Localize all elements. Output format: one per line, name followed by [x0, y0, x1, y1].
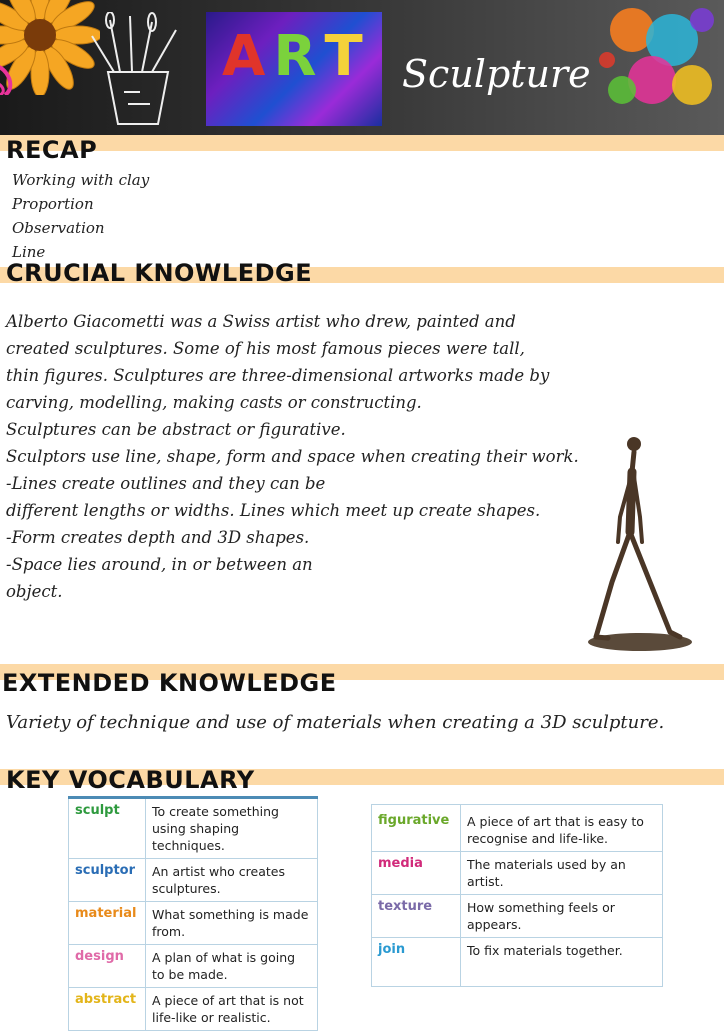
- vocab-definition: A piece of art that is easy to recognise and life-like.: [461, 805, 663, 852]
- text-line: Alberto Giacometti was a Swiss artist who drew, painted and: [6, 312, 516, 331]
- text-line: Sculptures can be abstract or figurative.: [6, 420, 346, 439]
- text-line: carving, modelling, making casts or constructing.: [6, 393, 422, 412]
- extended-knowledge-heading: EXTENDED KNOWLEDGE: [2, 669, 337, 697]
- table-row: [372, 805, 663, 852]
- art-banner-image: [206, 12, 382, 126]
- vocab-term: sculptor: [69, 859, 146, 902]
- header-banner: [0, 0, 724, 135]
- vocab-term: texture: [372, 895, 461, 938]
- key-vocabulary-heading: KEY VOCABULARY: [6, 766, 255, 794]
- table-row: [372, 852, 663, 895]
- table-row: [69, 945, 318, 988]
- table-row: [69, 798, 318, 859]
- vocab-definition: What something is made from.: [146, 902, 318, 945]
- text-line: thin figures. Sculptures are three-dimensional artworks made by: [6, 366, 550, 385]
- vocab-term: material: [69, 902, 146, 945]
- vocab-definition: The materials used by an artist.: [461, 852, 663, 895]
- table-row: [372, 895, 663, 938]
- section-band: [0, 135, 724, 151]
- art-word: [222, 24, 371, 89]
- vocab-definition: To create something using shaping techniques.: [146, 798, 318, 859]
- paint-splash-illustration: [592, 0, 724, 128]
- vocab-term: abstract: [69, 988, 146, 1031]
- art-letter: T: [324, 24, 365, 89]
- vocab-term: sculpt: [69, 798, 146, 859]
- vocabulary-table-right: [371, 804, 663, 987]
- text-line: object.: [6, 582, 63, 601]
- extended-knowledge-text: Variety of technique and use of materials when creating a 3D sculpture.: [6, 712, 665, 733]
- table-row: [69, 902, 318, 945]
- brush-jar-illustration: [80, 12, 190, 130]
- crucial-knowledge-heading: CRUCIAL KNOWLEDGE: [6, 259, 313, 287]
- walking-man-sculpture-image: [582, 432, 692, 654]
- vocab-definition: A plan of what is going to be made.: [146, 945, 318, 988]
- recap-item: Proportion: [12, 195, 94, 213]
- vocab-term: figurative: [372, 805, 461, 852]
- text-line: created sculptures. Some of his most famous pieces were tall,: [6, 339, 525, 358]
- art-letter: R: [273, 24, 319, 89]
- text-line: -Form creates depth and 3D shapes.: [6, 528, 310, 547]
- recap-list: [12, 168, 149, 264]
- vocab-term: media: [372, 852, 461, 895]
- page-title: Sculpture: [402, 52, 591, 96]
- text-line: Sculptors use line, shape, form and space when creating their work.: [6, 447, 579, 466]
- vocabulary-table-left: [68, 796, 318, 1031]
- vocab-definition: A piece of art that is not life-like or realistic.: [146, 988, 318, 1031]
- table-row: [69, 988, 318, 1031]
- recap-heading: RECAP: [6, 136, 98, 164]
- text-line: -Lines create outlines and they can be: [6, 474, 326, 493]
- vocab-definition: An artist who creates sculptures.: [146, 859, 318, 902]
- text-line: -Space lies around, in or between an: [6, 555, 313, 574]
- text-line: different lengths or widths. Lines which meet up create shapes.: [6, 501, 541, 520]
- vocab-term: join: [372, 938, 461, 987]
- vocab-definition: How something feels or appears.: [461, 895, 663, 938]
- recap-item: Working with clay: [12, 171, 150, 189]
- vocab-definition: To fix materials together.: [461, 938, 663, 987]
- table-row: [372, 938, 663, 987]
- vocab-term: design: [69, 945, 146, 988]
- recap-item: Observation: [12, 219, 105, 237]
- crucial-knowledge-text: [6, 308, 606, 605]
- recap-item: Line: [12, 243, 46, 261]
- art-letter: A: [222, 24, 268, 89]
- table-row: [69, 859, 318, 902]
